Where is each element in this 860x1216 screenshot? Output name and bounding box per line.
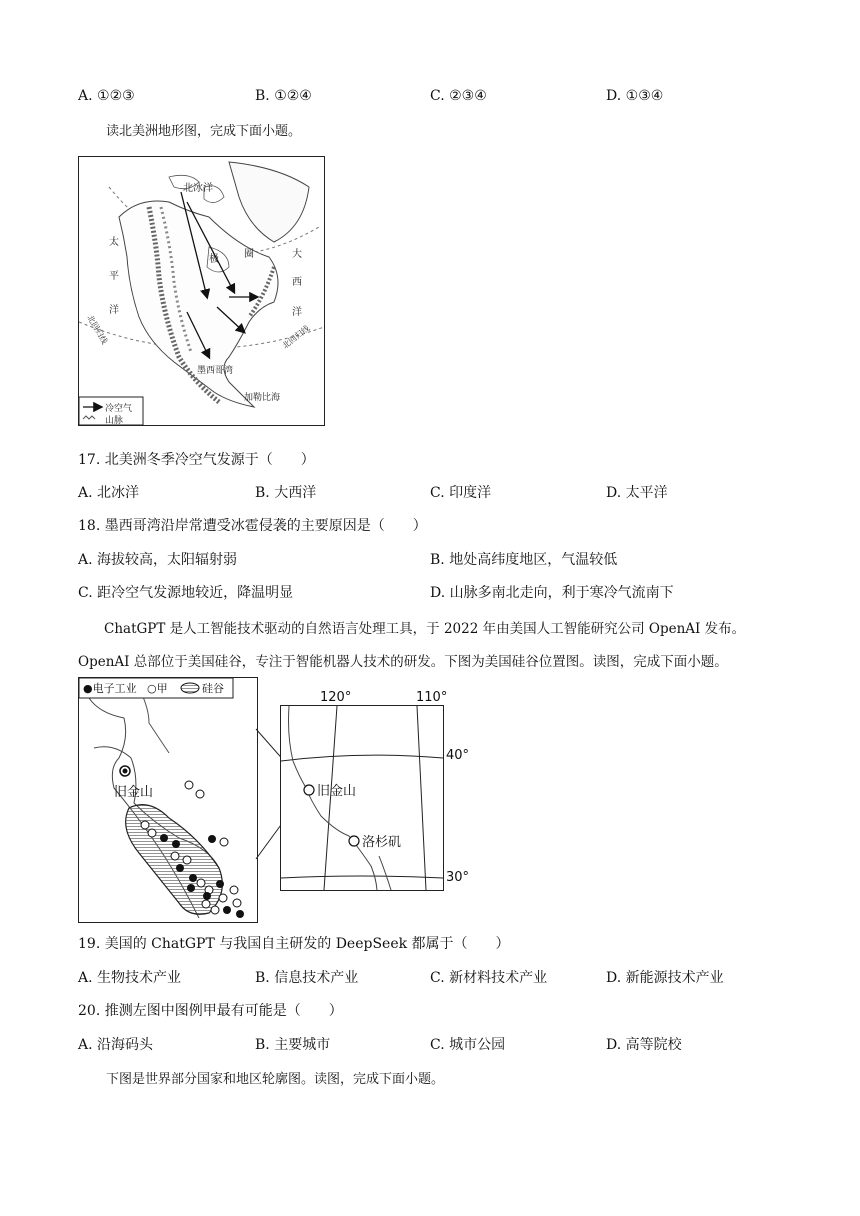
q17-option-c: C. 印度洋: [430, 485, 492, 501]
label-sf-left: 旧金山: [114, 785, 154, 800]
silicon-valley-detail-map: [78, 677, 258, 923]
label-atlantic-3: 洋: [292, 307, 302, 318]
label-tropic-right: 北回归线: [280, 323, 312, 351]
q17-stem: 17. 北美洲冬季冷空气发源于（ ）: [78, 452, 315, 468]
label-sf-right: 旧金山: [317, 784, 357, 799]
q18-option-c: C. 距冷空气发源地较近，降温明显: [78, 585, 294, 601]
legend-mountain: 山脉: [105, 416, 124, 425]
north-america-terrain-map: [78, 156, 325, 426]
label-la: 洛杉矶: [362, 835, 402, 850]
label-polar-2: 圈: [244, 249, 254, 260]
q18-option-d: D. 山脉多南北走向，利于寒冷气流南下: [430, 585, 674, 601]
legend-cold-air: 冷空气: [105, 404, 133, 414]
label-polar-1: 极: [209, 254, 219, 265]
label-lat-30: 30°: [446, 870, 470, 885]
q16-option-a: A. ①②③: [78, 88, 135, 104]
q18-option-b: B. 地处高纬度地区，气温较低: [430, 552, 618, 568]
label-pacific-3: 洋: [109, 305, 119, 316]
west-coast-locator-map: [280, 705, 444, 891]
q17-option-a: A. 北冰洋: [78, 485, 140, 501]
intro-chatgpt-line2: OpenAI 总部位于美国硅谷，专注于智能机器人技术的研发。下图为美国硅谷位置图。读图，完成下面小题。: [78, 654, 728, 670]
q18-stem: 18. 墨西哥湾沿岸常遭受冰雹侵袭的主要原因是（ ）: [78, 518, 427, 534]
q16-option-d: D. ①③④: [606, 88, 664, 104]
label-pacific-2: 平: [109, 271, 119, 282]
label-arctic-ocean: 北冰洋: [183, 183, 213, 194]
q20-option-b: B. 主要城市: [255, 1037, 331, 1053]
q17-option-d: D. 太平洋: [606, 485, 668, 501]
legend-silicon-valley: 硅谷: [202, 682, 224, 695]
label-atlantic-2: 西: [292, 277, 302, 288]
intro-world-outline: 下图是世界部分国家和地区轮廓图。读图，完成下面小题。: [106, 1072, 445, 1087]
label-lon-120: 120°: [320, 690, 352, 705]
label-lat-40: 40°: [446, 748, 470, 763]
q20-option-a: A. 沿海码头: [78, 1037, 154, 1053]
q20-option-c: C. 城市公园: [430, 1037, 506, 1053]
legend-jia: ○甲: [147, 682, 168, 695]
label-caribbean: 加勒比海: [244, 393, 281, 403]
label-gulf-mexico: 墨西哥湾: [197, 366, 234, 376]
q19-option-b: B. 信息技术产业: [255, 970, 359, 986]
q20-option-d: D. 高等院校: [606, 1037, 682, 1053]
q19-stem: 19. 美国的 ChatGPT 与我国自主研发的 DeepSeek 都属于（ ）: [78, 936, 510, 952]
label-lon-110: 110°: [416, 690, 448, 705]
q19-option-c: C. 新材料技术产业: [430, 970, 548, 986]
label-atlantic-1: 大: [292, 249, 302, 260]
legend-electronics: ●电子工业: [83, 682, 137, 695]
q16-option-b: B. ①②④: [255, 88, 312, 104]
q19-option-d: D. 新能源技术产业: [606, 970, 724, 986]
intro-chatgpt-line1: ChatGPT 是人工智能技术驱动的自然语言处理工具，于 2022 年由美国人工智能研究公司 OpenAI 发布。: [104, 621, 746, 637]
intro-north-america: 读北美洲地形图，完成下面小题。: [106, 124, 302, 139]
label-tropic-left: 北回归线: [85, 313, 110, 346]
q17-option-b: B. 大西洋: [255, 485, 317, 501]
q18-option-a: A. 海拔较高，太阳辐射弱: [78, 552, 238, 568]
label-pacific-1: 太: [109, 237, 119, 248]
q20-stem: 20. 推测左图中图例甲最有可能是（ ）: [78, 1003, 343, 1019]
q16-option-c: C. ②③④: [430, 88, 487, 104]
q19-option-a: A. 生物技术产业: [78, 970, 182, 986]
